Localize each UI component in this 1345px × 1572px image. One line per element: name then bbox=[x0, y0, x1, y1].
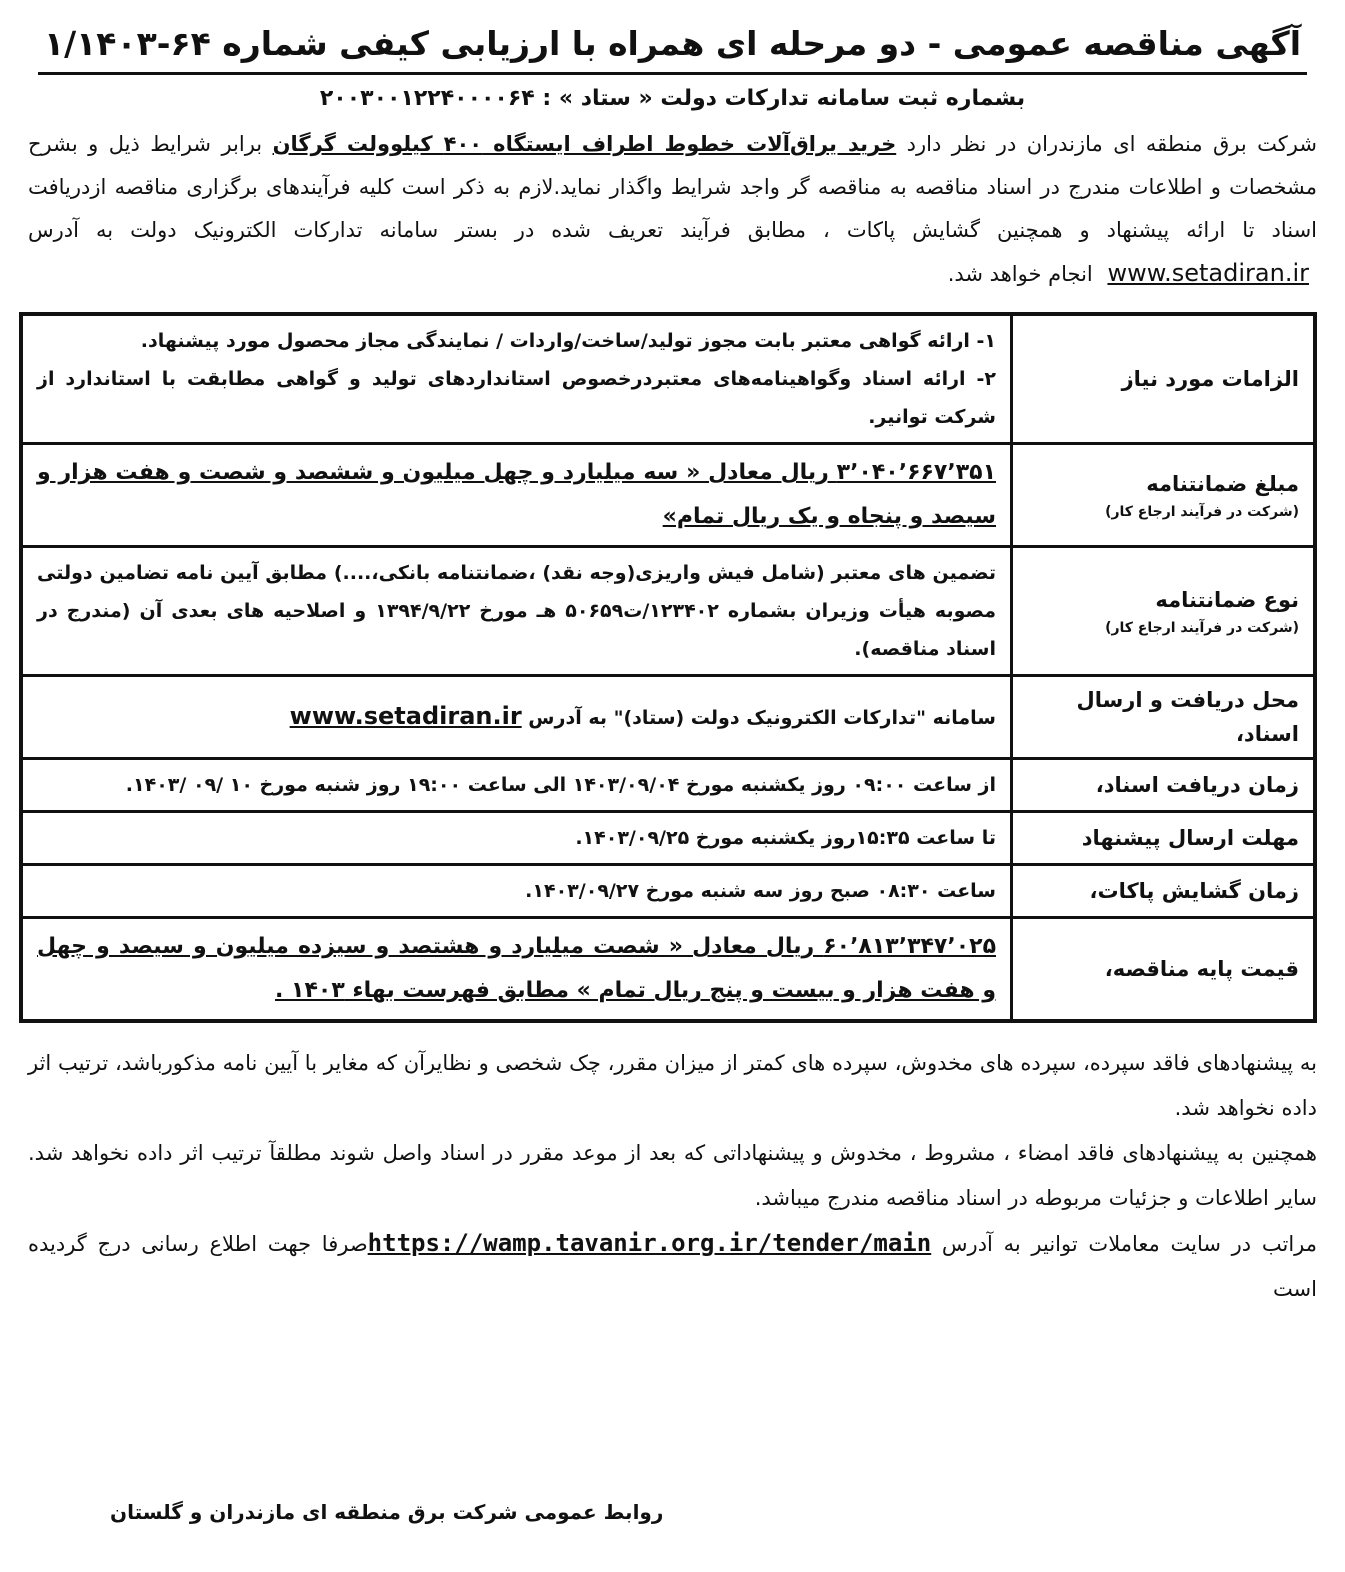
table-row bbox=[21, 812, 1315, 865]
table-row bbox=[21, 314, 1315, 444]
guarantee-type-value: تضمین های معتبر (شامل فیش واریزی(وجه نقد) ،ضمانتنامه بانکی،....) مطابق آیین نامه تضامین دولتی مصوبه هیأت وزیران بشماره ۱۲۳۴۰۲/ت۵۰۶۵۹ هـ مورخ ۱۳۹۴/۹/۲۲ و اصلاحیه های بعدی آن (مندرج در اسناد مناقصه). bbox=[21, 547, 1012, 676]
conditions-table bbox=[19, 312, 1317, 1023]
table-row bbox=[21, 547, 1315, 676]
table-row bbox=[21, 444, 1315, 547]
table-row bbox=[21, 865, 1315, 918]
submit-deadline-value: تا ساعت ۱۵:۳۵روز یکشنبه مورخ ۱۴۰۳/۰۹/۲۵. bbox=[21, 812, 1012, 865]
closing-notes bbox=[28, 1041, 1317, 1312]
public-relations-signature: روابط عمومی شرکت برق منطقه ای مازندران و گلستان bbox=[110, 1500, 664, 1524]
receive-time-label: زمان دریافت اسناد، bbox=[1012, 759, 1316, 812]
base-price-label: قیمت پایه مناقصه، bbox=[1012, 918, 1316, 1022]
tavanir-tender-link[interactable]: https://wamp.tavanir.org.ir/tender/main bbox=[367, 1229, 932, 1257]
intro-paragraph: شرکت برق منطقه ای مازندران در نظر دارد خرید یراق‌آلات خطوط اطراف ایستگاه ۴۰۰ کیلوولت گرگان برابر شرایط ذیل و بشرح مشخصات و اطلاعات مندرج در اسناد مناقصه به مناقصه گر واجد شرایط واگذار نماید.لازم به ذکر است کلیه فرآیندهای برگزاری مناقصه ازدریافت اسناد تا ارائه پیشنهاد و همچنین گشایش پاکات ، مطابق فرآیند تعریف شده در بستر سامانه تدارکات الکترونیک دولت به آدرس www.setadiran.ir انجام خواهد شد. bbox=[28, 132, 1317, 287]
opening-time-value: ساعت ۰۸:۳۰ صبح روز سه شنبه مورخ ۱۴۰۳/۰۹/۲۷. bbox=[21, 865, 1012, 918]
submit-deadline-label: مهلت ارسال پیشنهاد bbox=[1012, 812, 1316, 865]
requirements-value: ۱- ارائه گواهی معتبر بابت مجوز تولید/ساخت/واردات / نمایندگی مجاز محصول مورد پیشنهاد. ۲- ارائه اسناد وگواهینامه‌های معتبردرخصوص استانداردهای تولید و گواهی مطابقت با استاندارد از شرکت توانیر. bbox=[21, 314, 1012, 444]
registration-number: بشماره ثبت سامانه تدارکات دولت « ستاد » : ۲۰۰۳۰۰۱۲۲۴۰۰۰۰۶۴ bbox=[319, 86, 1026, 111]
base-price-value: ۶۰٬۸۱۳٬۳۴۷٬۰۲۵ ریال معادل « شصت میلیارد و هشتصد و سیزده میلیون و سیصد و چهل و هفت هزار و بیست و پنج ریال تمام » مطابق فهرست بهاء ۱۴۰۳ . bbox=[21, 918, 1012, 1022]
guarantee-amount-value: ۳٬۰۴۰٬۶۶۷٬۳۵۱ ریال معادل « سه میلیارد و چهل میلیون و ششصد و شصت و هفت هزار و سیصد و پنجاه و یک ریال تمام» bbox=[21, 444, 1012, 547]
note-tavanir: مراتب در سایت معاملات توانیر به آدرس https://wamp.tavanir.org.ir/tender/mainصرفا جهت اطلاع رسانی درج گردیده است bbox=[28, 1229, 1317, 1301]
notice-title: آگهی مناقصه عمومی - دو مرحله ای همراه با ارزیابی کیفی شماره ۶۴-۱/۱۴۰۳ bbox=[28, 18, 1317, 75]
setad-link[interactable]: www.setadiran.ir bbox=[1107, 259, 1309, 287]
receive-time-value: از ساعت ۰۹:۰۰ روز یکشنبه مورخ ۱۴۰۳/۰۹/۰۴ الی ساعت ۱۹:۰۰ روز شنبه مورخ ۱۰ /۰۹ /۱۴۰۳. bbox=[21, 759, 1012, 812]
table-row bbox=[21, 676, 1315, 759]
tender-subject: خرید یراق‌آلات خطوط اطراف ایستگاه ۴۰۰ کیلوولت گرگان bbox=[272, 132, 897, 156]
note-signature: همچنین به پیشنهادهای فاقد امضاء ، مشروط ، مخدوش و پیشنهاداتی که بعد از موعد مقرر در اسناد واصل شوند مطلقآ ترتیب اثر داده نخواهد شد. سایر اطلاعات و جزئیات مربوطه در اسناد مناقصه مندرج میباشد. bbox=[28, 1141, 1317, 1210]
guarantee-type-label: نوع ضمانتنامه (شرکت در فرآیند ارجاع کار) bbox=[1012, 547, 1316, 676]
document-location-label: محل دریافت و ارسال اسناد، bbox=[1012, 676, 1316, 759]
opening-time-label: زمان گشایش پاکات، bbox=[1012, 865, 1316, 918]
document-location-value: سامانه "تدارکات الکترونیک دولت (ستاد)" به آدرس www.setadiran.ir bbox=[21, 676, 1012, 759]
table-row bbox=[21, 759, 1315, 812]
setad-table-link[interactable]: www.setadiran.ir bbox=[289, 702, 522, 730]
requirements-label: الزامات مورد نیاز bbox=[1012, 314, 1316, 444]
note-deposit: به پیشنهادهای فاقد سپرده، سپرده های مخدوش، سپرده های کمتر از میزان مقرر، چک شخصی و نظایرآن که مغایر با آیین نامه مذکورباشد، ترتیب اثر داده نخواهد شد. bbox=[28, 1051, 1317, 1120]
table-row bbox=[21, 918, 1315, 1022]
guarantee-amount-label: مبلغ ضمانتنامه (شرکت در فرآیند ارجاع کار) bbox=[1012, 444, 1316, 547]
